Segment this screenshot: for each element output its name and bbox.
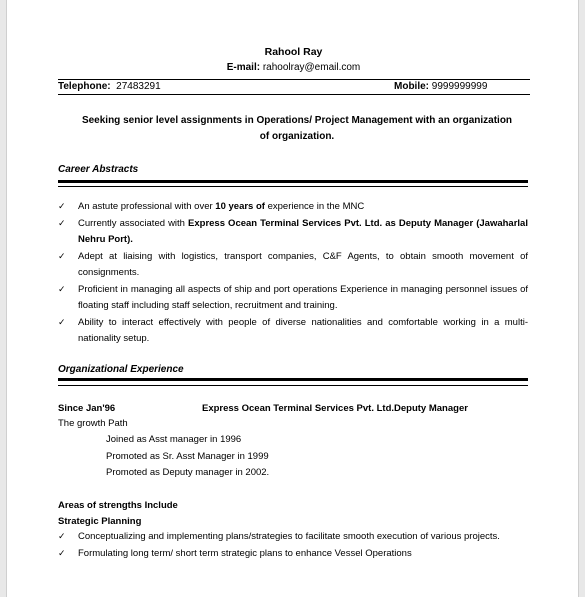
- telephone-line: [58, 81, 161, 92]
- check-icon: ✓: [58, 284, 66, 295]
- career-abstracts-heading: Career Abstracts: [58, 164, 139, 175]
- mobile-line: [394, 81, 487, 92]
- section-divider-thick: [58, 180, 528, 183]
- email-value: rahoolray@email.com: [262, 62, 361, 73]
- strengths-heading: Areas of strengths Include: [58, 500, 178, 511]
- growth-path-label: The growth Path: [58, 418, 128, 429]
- employer-and-role: Express Ocean Terminal Services Pvt. Ltd.Deputy Manager: [202, 403, 468, 414]
- header-divider: [58, 79, 530, 80]
- check-icon: ✓: [58, 532, 66, 542]
- telephone-label: Telephone:: [58, 81, 111, 92]
- mobile-value: 9999999999: [431, 81, 488, 92]
- list-item-text: .: [130, 234, 133, 245]
- resume-page: [6, 0, 579, 597]
- list-item-text: Formulating long term/ short term strategic plans to enhance Vessel Operations: [78, 547, 412, 559]
- list-item: [58, 249, 528, 282]
- list-item-text: An astute professional with over: [78, 201, 216, 212]
- list-item: [58, 199, 528, 216]
- organizational-experience-heading: Organizational Experience: [58, 364, 184, 375]
- section-divider-thick: [58, 378, 528, 381]
- list-item-text: experience in the MNC: [264, 201, 365, 212]
- check-icon: ✓: [58, 218, 66, 229]
- list-item-bold: 10 years of: [215, 201, 265, 212]
- growth-step: Promoted as Sr. Asst Manager in 1999: [106, 451, 269, 462]
- employment-since: Since Jan'96: [58, 403, 116, 414]
- list-item: [58, 216, 528, 249]
- growth-step: Joined as Asst manager in 1996: [106, 434, 242, 445]
- list-item-text: Ability to interact effectively with people of diverse nationalities and comfortable working in a multi-nationality setup.: [78, 316, 528, 344]
- check-icon: ✓: [58, 317, 66, 328]
- mobile-label: Mobile:: [394, 81, 429, 92]
- list-item-text: Proficient in managing all aspects of ship and port operations Experience in managing personnel issues of floating staff including staff selection, recruitment and training.: [78, 283, 528, 311]
- check-icon: ✓: [58, 548, 66, 559]
- strategic-planning-heading: Strategic Planning: [58, 516, 142, 527]
- growth-step: Promoted as Deputy manager in 2002.: [106, 467, 270, 478]
- career-abstracts-list: [58, 199, 528, 348]
- check-icon: ✓: [58, 202, 66, 212]
- list-item: [58, 529, 528, 546]
- list-item-bold: Express Ocean Terminal Services Pvt. Ltd. as Deputy Manager (Jawaharlal Nehru Port): [78, 217, 528, 245]
- list-item: [58, 315, 528, 348]
- objective-statement: Seeking senior level assignments in Operations/ Project Management with an organization of organization.: [81, 115, 513, 142]
- section-divider-thin: [58, 385, 528, 386]
- telephone-value: 27483291: [116, 81, 161, 92]
- email-line: [7, 62, 580, 73]
- strengths-list: [58, 529, 528, 562]
- contact-divider: [58, 94, 530, 95]
- list-item-text: Currently associated with: [78, 217, 189, 229]
- list-item-text: Adept at liaising with logistics, transport companies, C&F Agents, to obtain smooth movement of consignments.: [78, 250, 528, 278]
- list-item: [58, 282, 528, 315]
- list-item: [58, 546, 528, 563]
- section-divider-thin: [58, 186, 528, 187]
- check-icon: ✓: [58, 251, 66, 262]
- email-label: E-mail:: [226, 62, 261, 73]
- candidate-name: Rahool Ray: [264, 46, 323, 58]
- list-item-text: Conceptualizing and implementing plans/strategies to facilitate smooth execution of various projects.: [78, 531, 500, 542]
